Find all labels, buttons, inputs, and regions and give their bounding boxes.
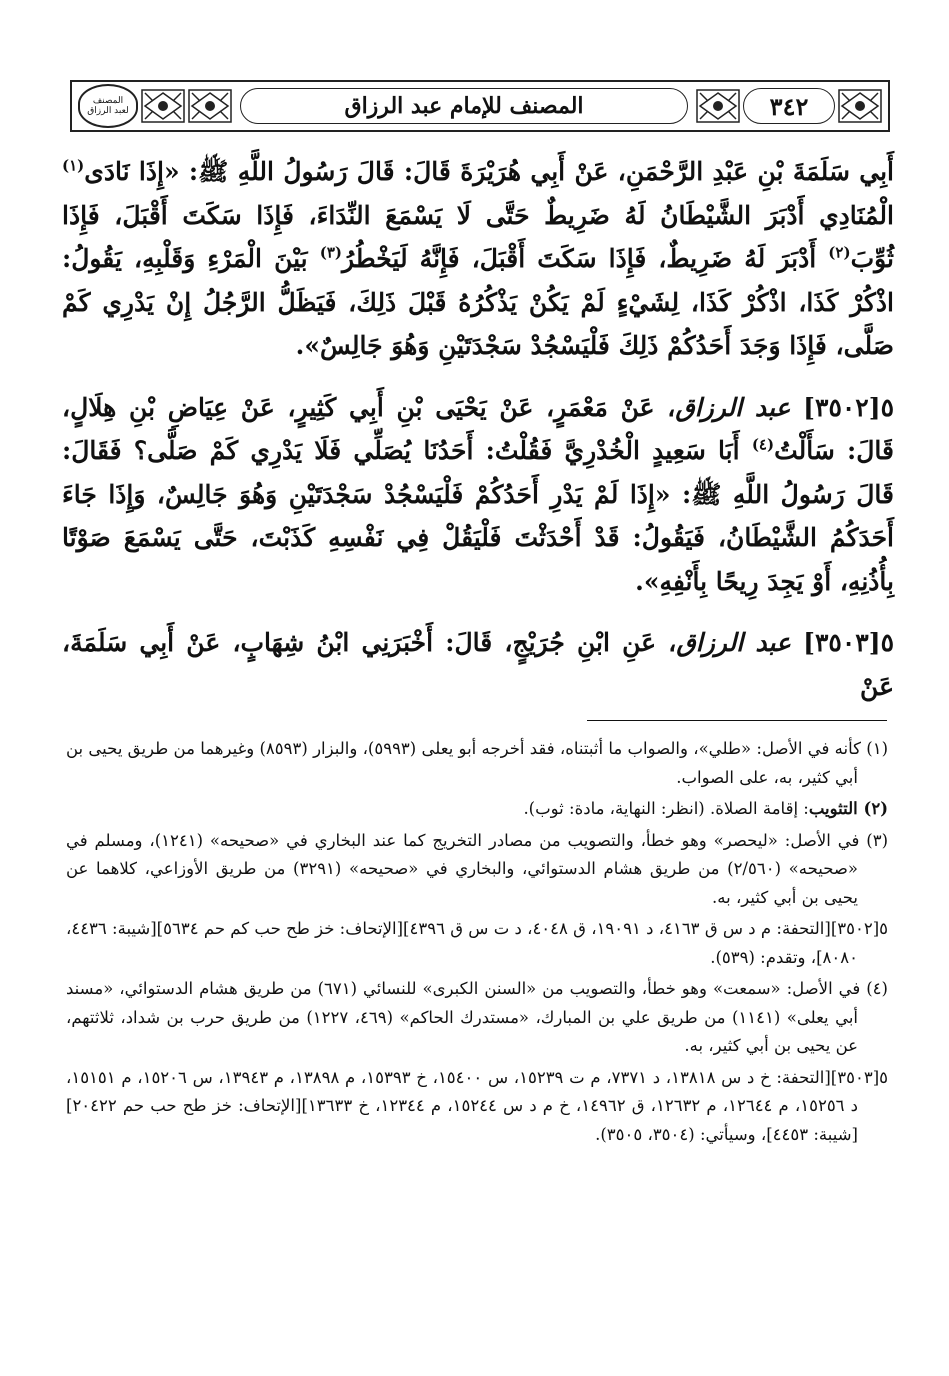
narrator-name: عبد الرزاق: [676, 628, 791, 657]
footnote-2-label: (٢) التثويب: [808, 799, 888, 818]
footnote-ref-4[interactable]: (٤): [751, 435, 775, 454]
para1-text-c: أَدْبَرَ لَهُ ضَرِيطٌ، فَإِذَا سَكَتَ أَقْبَلَ، فَإِنَّهُ لَيَخْطُرُ: [341, 244, 817, 273]
hadith-number: ٥[٣٥٠٣]: [803, 628, 894, 657]
hadith-continuation: [62, 150, 894, 368]
footnote-divider: [587, 720, 887, 721]
para1-text-d: بَيْنَ الْمَرْءِ وَقَلْبِهِ، يَقُولُ: اذْكُرْ كَذَا، اذْكُرْ كَذَا، لِشَيْءٍ لَمْ يَكُنْ يَذْكُرُهُ قَبْلَ ذَلِكَ، فَيَظَلُّ الرَّجُلُ إِنْ يَدْرِي كَمْ صَلَّى، فَإِذَا وَجَدَ أَحَدُكُمْ ذَلِكَ فَلْيَسْجُدْ سَجْدَتَيْنِ وَهُوَ جَالِسٌ».: [62, 244, 894, 360]
footnote-3: (٣) في الأصل: «ليحصر» وهو خطأ، والتصويب من مصادر التخريج كما عند البخاري في «صحيحه» (١٢٤١)، ومسلم في «صحيحه» (٢/٥٦٠) من طريق هشام الدستوائي، والبخاري في «صحيحه» (٣٢٩١) من طريق الأوزاعي، كلاهما عن يحيى بن أبي كثير، به.: [66, 830, 888, 907]
footnotes: [66, 735, 888, 1152]
footnote-ref-2[interactable]: (٢): [828, 243, 851, 262]
footnote-ref-1[interactable]: (١): [62, 156, 85, 175]
para1-text-b: الْمُنَادِي أَدْبَرَ الشَّيْطَانُ لَهُ ضَرِيطٌ حَتَّى لَا يَسْمَعَ النِّدَاءَ، فَإِذَا سَكَتَ أَقْبَلَ، فَإِذَا ثُوِّبَ: [62, 200, 894, 273]
footnote-4: (٤) في الأصل: «سمعت» وهو خطأ، والتصويب من «السنن الكبرى» للنسائي (٦٧١) من طريق هشام الدستوائي، «مسند أبي يعلى» (١١٤١) من طريق علي بن المبارك، «مستدرك الحاكم» (٤٦٩، ١٢٢٧) من طريق حرب بن شداد، ثلاثتهم، عن يحيى بن أبي كثير، به.: [66, 979, 888, 1055]
takhrij-3502: ٥[٣٥٠٢][التحفة: م د س ق ٤١٦٣، د ١٩٠٩١، ق ٤٠٤٨، د ت س ق ٤٣٩٦][الإتحاف: خز طح حب كم حم ٥٦٣٤][شيبة: ٤٤٣٦، ٨٠٨٠]، وتقدم: (٥٣٩).: [66, 919, 889, 967]
narrator-name: عبد الرزاق: [675, 392, 791, 422]
header-left-group: [78, 88, 232, 124]
medallion-line2: لعبد الرزاق: [87, 106, 129, 116]
footnote-ref-3[interactable]: (٣): [319, 243, 342, 262]
header-right-group: [696, 88, 882, 124]
spacer: [62, 613, 894, 621]
takhrij-3503: ٥[٣٥٠٣][التحفة: خ د س ١٣٨١٨، د ٧٣٧١، م ت ١٥٢٣٩، س ١٥٤٠٠، خ ١٥٣٩٣، م ١٣٨٩٨، م ١٣٩٤٣، س ١٥٢٠٦، م ١٥١٥١، د ١٥٢٥٦، م ١٢٦٤٤، م ١٢٦٣٢، ق ١٤٩٦٢، خ م د س ١٥٢٤٤، م ١٢٣٤٤، خ ١٣٦٣٣][الإتحاف: خز طح حب حم ٢٠٤٢٢][شيبة: ٤٤٥٣]، وسيأتي: (٣٥٠٤، ٣٥٠٥).: [66, 1067, 888, 1144]
footnote-2: [66, 795, 888, 824]
para1-text: أَبِي سَلَمَةَ بْنِ عَبْدِ الرَّحْمَنِ، عَنْ أَبِي هُرَيْرَةَ قَالَ: قَالَ رَسُولُ اللَّهِ ﷺ: «إِذَا نَادَى: [84, 157, 894, 186]
header-medallion: [78, 84, 138, 128]
hadith-3503-text: ، عَنِ ابْنِ جُرَيْجٍ، قَالَ: أَخْبَرَنِي ابْنُ شِهَابٍ، عَنْ أَبِي سَلَمَةَ، عَنْ: [62, 628, 894, 701]
hadith-3502-text-b: أَبَا سَعِيدٍ الْخُدْرِيَّ فَقُلْتُ: أَحَدُنَا يُصَلِّي فَلَا يَدْرِي كَمْ صَلَّى؟ فَقَالَ: قَالَ رَسُولُ اللَّهِ ﷺ: «إِذَا لَمْ يَدْرِ أَحَدُكُمْ فَلْيَسْجُدْ سَجْدَتَيْنِ وَهُوَ جَالِسٌ، وَإِذَا جَاءَ أَحَدَكُمُ الشَّيْطَانُ، فَيَقُولُ: قَدْ أَحْدَثْتَ فَلْيَقُلْ فِي نَفْسِهِ كَذَبْتَ، حَتَّى يَسْمَعَ صَوْتًا بِأُذُنِهِ، أَوْ يَجِدَ رِيحًا بِأَنْفِهِ».: [62, 436, 894, 596]
main-text: [62, 150, 894, 718]
hadith-3503: [62, 621, 894, 708]
ornament-icon: [696, 89, 740, 123]
ornament-icon: [188, 89, 232, 123]
footnote-1: (١) كأنه في الأصل: «طلي»، والصواب ما أثبتناه، فقد أخرجه أبو يعلى (٥٩٩٣)، والبزار (٨٥٩٣) وغيرهما من طريق يحيى بن أبي كثير، به، على الصواب.: [66, 739, 889, 787]
running-title: المصنف للإمام عبد الرزاق: [240, 88, 688, 124]
ornament-icon: [838, 89, 882, 123]
ornament-icon: [141, 89, 185, 123]
medallion-line1: المصنف: [92, 96, 124, 106]
hadith-number: ٥[٣٥٠٢]: [803, 392, 895, 422]
footnote-2-text: : إقامة الصلاة. (انظر: النهاية، مادة: ثوب).: [523, 799, 809, 818]
hadith-3502-text-a: ، عَنْ مَعْمَرٍ، عَنْ يَحْيَى بْنِ أَبِي كَثِيرٍ، عَنْ عِيَاضِ بْنِ هِلَالٍ، قَالَ: سَأَلْتُ: [62, 392, 894, 465]
page-header: [70, 80, 890, 132]
spacer: [62, 378, 894, 386]
hadith-3502: [62, 386, 894, 604]
page-number: ٣٤٢: [743, 88, 835, 124]
